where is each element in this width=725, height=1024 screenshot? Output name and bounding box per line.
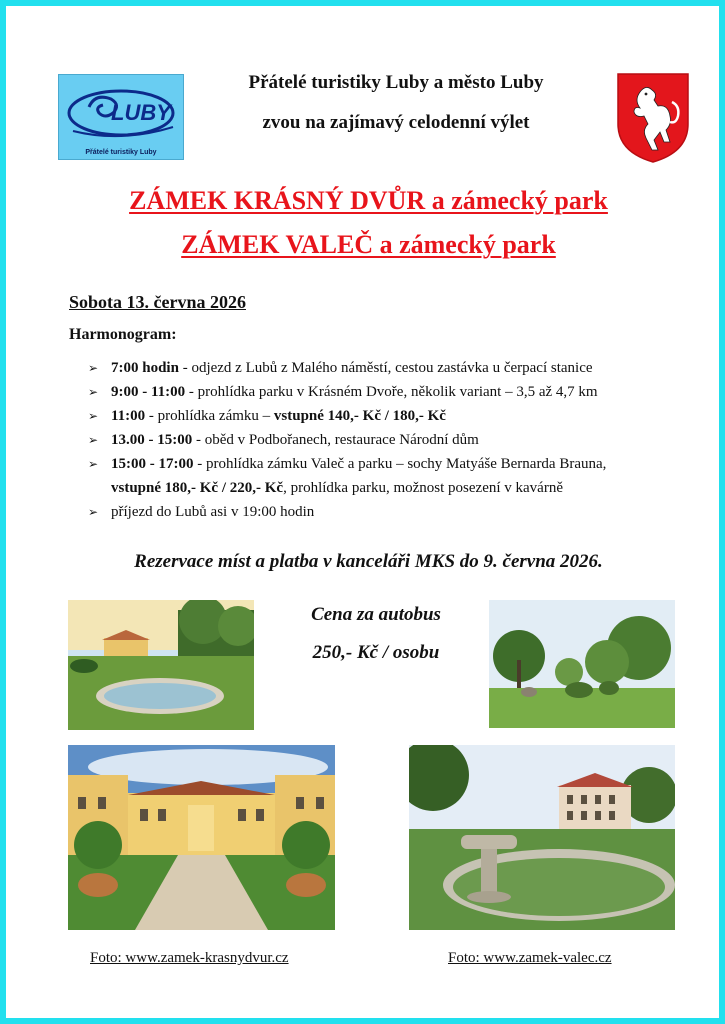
logo-wordmark: LUBY (111, 100, 171, 125)
arrow-bullet-icon: ➢ (88, 433, 99, 447)
luby-logo (58, 74, 184, 160)
schedule-item: ➢ 15:00 - 17:00 - prohlídka zámku Valeč a parku – sochy Matyáše Bernarda Brauna, (86, 452, 686, 476)
town-crest-lion-icon (616, 72, 690, 164)
photo-krasny-dvur-park (68, 600, 254, 730)
schedule-item: ➢ příjezd do Lubů asi v 19:00 hodin (86, 500, 686, 524)
photo-caption-krasny-dvur: Foto: www.zamek-krasnydvur.cz (90, 950, 289, 966)
schedule-item: ➢ 13.00 - 15:00 - oběd v Podbořanech, restaurace Národní dům (86, 428, 686, 452)
title-valec: ZÁMEK VALEČ a zámecký park (181, 230, 556, 259)
price-label: Cena za autobus (311, 604, 441, 625)
photo-valec-chateau (409, 745, 675, 930)
schedule-list (86, 356, 686, 524)
photo-krasny-dvur-chateau (68, 745, 335, 930)
arrow-bullet-icon: ➢ (88, 457, 99, 471)
logo-caption: Přátelé turistiky Luby (85, 149, 157, 156)
photo-valec-park (489, 600, 675, 728)
schedule-item-continuation: vstupné 180,- Kč / 220,- Kč, prohlídka parku, možnost posezení v kavárně (111, 480, 563, 496)
arrow-bullet-icon: ➢ (88, 385, 99, 399)
schedule-item: ➢ 9:00 - 11:00 - prohlídka parku v Krásném Dvoře, několik variant – 3,5 až 4,7 km (86, 380, 686, 404)
schedule-item: ➢ 7:00 hodin - odjezd z Lubů z Malého náměstí, cestou zastávka u čerpací stanice (86, 356, 686, 380)
event-date: Sobota 13. června 2026 (69, 292, 246, 312)
schedule-heading: Harmonogram: (69, 326, 177, 343)
header-line-1: Přátelé turistiky Luby a město Luby (248, 72, 544, 93)
price-value: 250,- Kč / osobu (312, 642, 440, 663)
title-krasny-dvur: ZÁMEK KRÁSNÝ DVŮR a zámecký park (129, 186, 608, 215)
photo-caption-valec: Foto: www.zamek-valec.cz (448, 950, 612, 966)
reservation-note: Rezervace míst a platba v kanceláři MKS do 9. června 2026. (134, 551, 603, 572)
arrow-bullet-icon: ➢ (88, 361, 99, 375)
header-line-2: zvou na zajímavý celodenní výlet (262, 112, 530, 133)
schedule-item: ➢ 11:00 - prohlídka zámku – vstupné 140,- Kč / 180,- Kč (86, 404, 686, 428)
arrow-bullet-icon: ➢ (88, 505, 99, 519)
arrow-bullet-icon: ➢ (88, 409, 99, 423)
